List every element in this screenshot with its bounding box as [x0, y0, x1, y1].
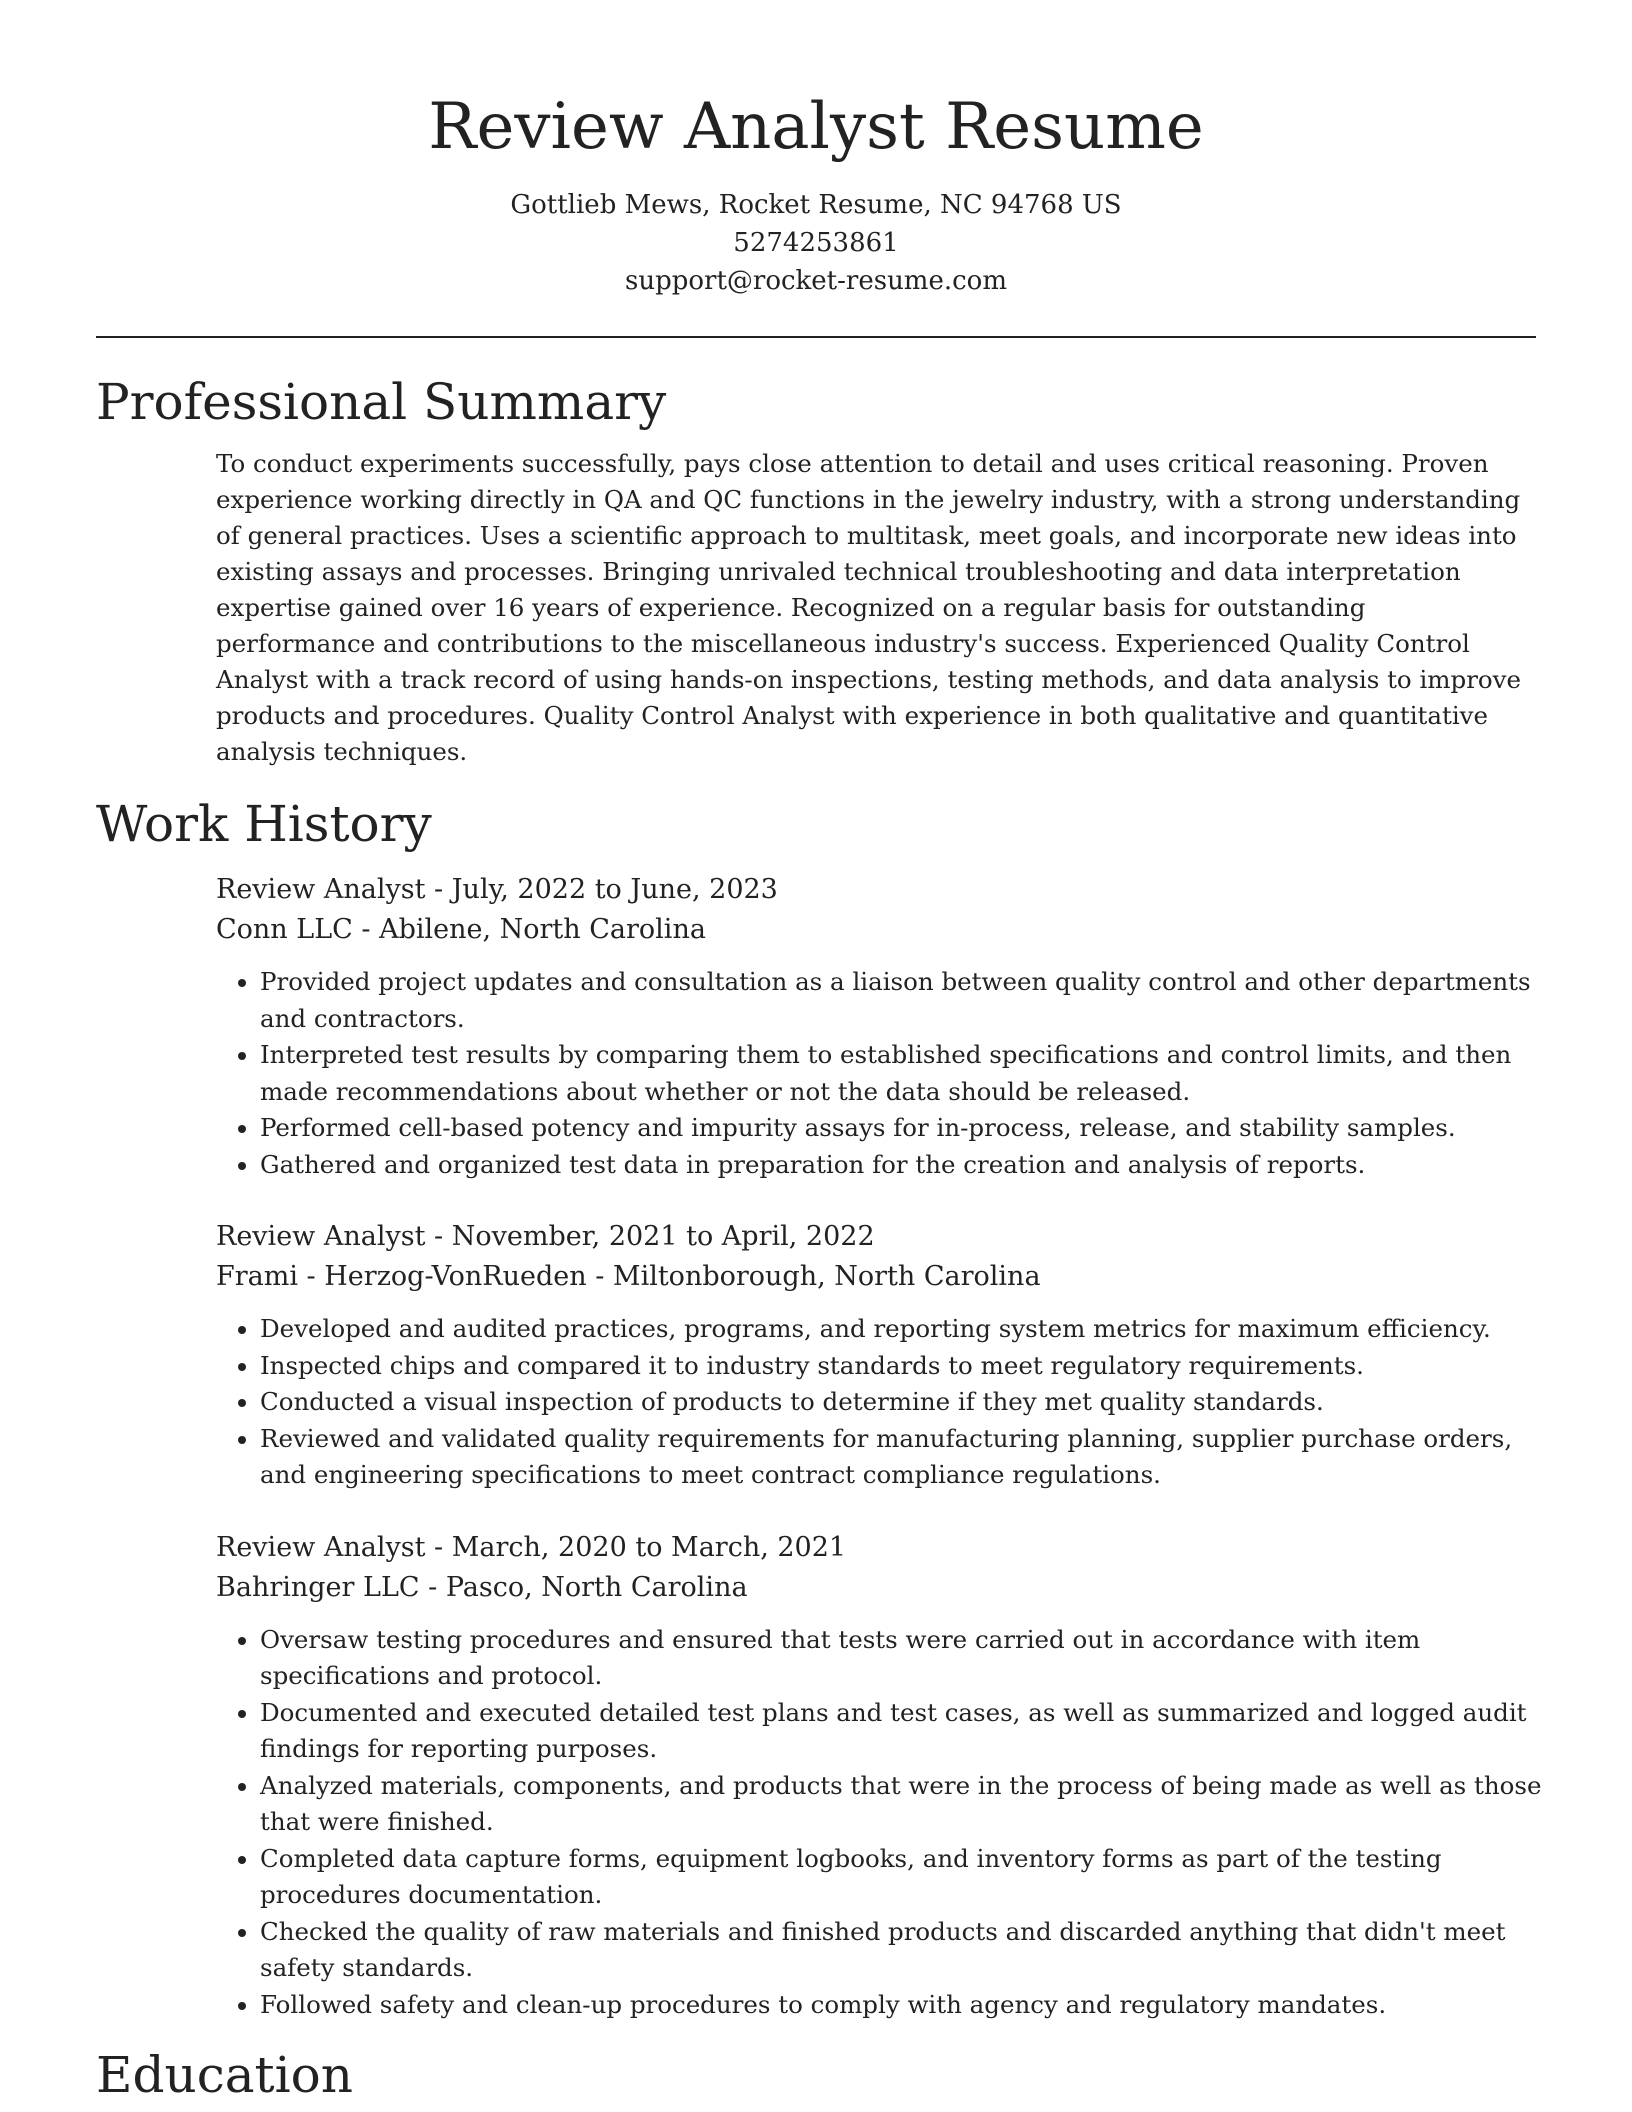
job-bullet: • Interpreted test results by comparing them to established specifications and control limits, and then made recommendations about whether or not the data should be released. — [260, 1037, 1550, 1110]
job-company-line: Bahringer LLC - Pasco, North Carolina — [216, 1571, 748, 1603]
job-bullet: • Analyzed materials, components, and products that were in the process of being made as well as those that were finished. — [260, 1768, 1550, 1841]
resume-header — [96, 0, 1536, 300]
contact-email: support@rocket-resume.com — [624, 266, 1007, 296]
job-bullet: • Performed cell-based potency and impurity assays for in-process, release, and stability samples. — [260, 1110, 1550, 1147]
resume-title: Review Analyst Resume — [428, 90, 1204, 164]
job-bullet: • Conducted a visual inspection of products to determine if they met quality standards. — [260, 1384, 1550, 1421]
job-role-line: Review Analyst - November, 2021 to April, 2022 — [216, 1221, 875, 1252]
job-entry — [216, 1217, 1536, 1494]
job-bullet: • Reviewed and validated quality requirements for manufacturing planning, supplier purchase orders, and engineering specifications to meet contract compliance regulations. — [260, 1421, 1550, 1494]
job-role-line: Review Analyst - March, 2020 to March, 2021 — [216, 1531, 847, 1563]
job-entry — [216, 870, 1536, 1183]
job-bullet: • Documented and executed detailed test plans and test cases, as well as summarized and logged audit findings for reporting purposes. — [260, 1695, 1550, 1768]
job-bullets — [216, 964, 1550, 1183]
job-bullet: • Developed and audited practices, programs, and reporting system metrics for maximum efficiency. — [260, 1311, 1550, 1348]
job-bullet: • Inspected chips and compared it to industry standards to meet regulatory requirements. — [260, 1348, 1550, 1385]
job-role-line: Review Analyst - July, 2022 to June, 2023 — [216, 874, 778, 905]
job-bullet: • Gathered and organized test data in preparation for the creation and analysis of reports. — [260, 1147, 1550, 1184]
summary-heading: Professional Summary — [96, 373, 667, 431]
job-bullet: • Followed safety and clean-up procedures to comply with agency and regulatory mandates. — [260, 1987, 1550, 2024]
header-divider — [96, 336, 1536, 338]
job-bullet: • Oversaw testing procedures and ensured that tests were carried out in accordance with item specifications and protocol. — [260, 1622, 1550, 1695]
job-bullet: • Checked the quality of raw materials and finished products and discarded anything that didn't meet safety standards. — [260, 1914, 1550, 1987]
contact-block — [96, 186, 1536, 300]
job-bullet: • Completed data capture forms, equipment logbooks, and inventory forms as part of the testing procedures documentation. — [260, 1841, 1550, 1914]
job-bullet: • Provided project updates and consultation as a liaison between quality control and other departments and contractors. — [260, 964, 1550, 1037]
job-company-line: Conn LLC - Abilene, North Carolina — [216, 914, 706, 945]
job-bullets — [216, 1311, 1550, 1494]
contact-phone: 5274253861 — [733, 228, 899, 258]
education-heading: Education — [96, 2046, 353, 2104]
job-company-line: Frami - Herzog-VonRueden - Miltonborough, North Carolina — [216, 1261, 1041, 1292]
contact-address: Gottlieb Mews, Rocket Resume, NC 94768 US — [510, 190, 1122, 220]
work-history-heading: Work History — [96, 795, 432, 853]
job-bullets — [216, 1622, 1550, 2024]
summary-text: To conduct experiments successfully, pays close attention to detail and uses critical reasoning. Proven experience working directly in QA and QC functions in the jewelry industry, with a strong understanding of general practices. Uses a scientific approach to multitask, meet goals, and incorporate new ideas into existing assays and processes. Bringing unrivaled technical troubleshooting and data interpretation expertise gained over 16 years of experience. Recognized on a regular basis for outstanding performance and contributions to the miscellaneous industry's success. Experienced Quality Control Analyst with a track record of using hands-on inspections, testing methods, and data analysis to improve products and procedures. Quality Control Analyst with experience in both qualitative and quantitative analysis techniques. — [216, 449, 1522, 766]
job-entry — [216, 1528, 1542, 2024]
